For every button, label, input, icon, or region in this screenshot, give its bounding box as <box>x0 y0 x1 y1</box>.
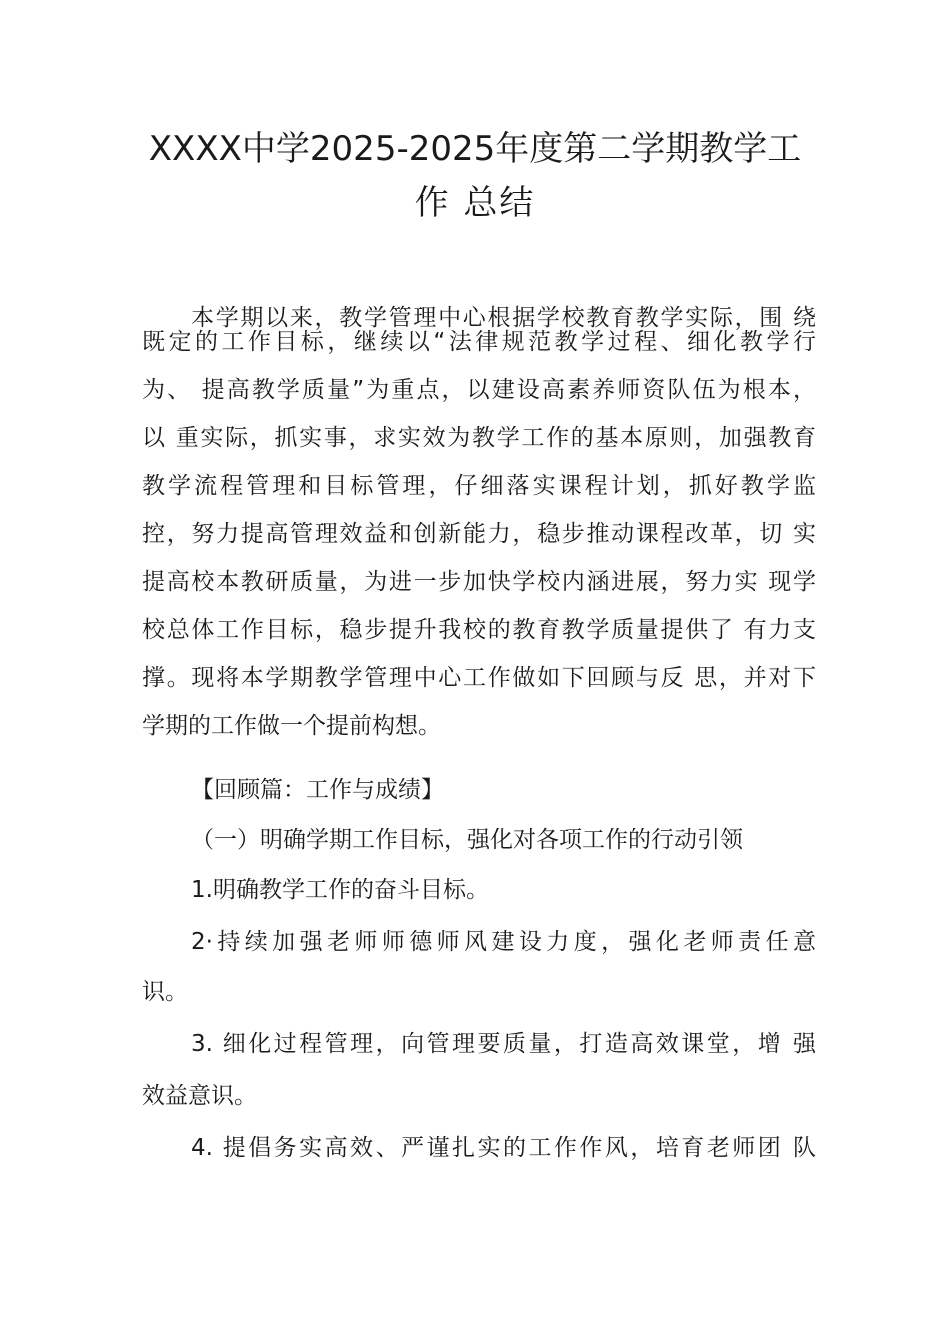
item-2-line-1: 2·持续加强老师师德师风建设力度，强化老师责任意 <box>191 929 816 955</box>
section-heading: 【回顾篇：工作与成绩】 <box>191 777 444 803</box>
item-3-line-1: 3. 细化过程管理，向管理要质量，打造高效课堂，增 强 <box>191 1031 816 1057</box>
intro-line-8: 校总体工作目标，稳步提升我校的教育教学质量提供了 有力支 <box>142 617 816 643</box>
item-1: 1.明确教学工作的奋斗目标。 <box>191 877 489 903</box>
item-3-line-2: 效益意识。 <box>142 1083 257 1109</box>
item-4-line-1: 4. 提倡务实高效、严谨扎实的工作作风，培育老师团 队 <box>191 1135 816 1161</box>
intro-line-4: 以 重实际，抓实事，求实效为教学工作的基本原则，加强教育 <box>142 425 816 451</box>
intro-line-3: 为、 提高教学质量”为重点，以建设高素养师资队伍为根本， <box>142 377 816 403</box>
intro-line-6: 控，努力提高管理效益和创新能力，稳步推动课程改革，切 实 <box>142 521 816 547</box>
intro-line-1: 本学期以来，教学管理中心根据学校教育教学实际，围 绕 <box>191 305 816 331</box>
subsection-heading: （一）明确学期工作目标，强化对各项工作的行动引领 <box>191 827 743 853</box>
intro-line-9: 撑。现将本学期教学管理中心工作做如下回顾与反 思，并对下 <box>142 665 816 691</box>
document-title-line-1: XXXX中学2025-2025年度第二学期教学工 <box>148 129 802 169</box>
intro-line-7: 提高校本教研质量，为进一步加快学校内涵进展，努力实 现学 <box>142 569 816 595</box>
intro-line-10: 学期的工作做一个提前构想。 <box>142 713 441 739</box>
item-2-line-2: 识。 <box>142 979 188 1005</box>
intro-line-2: 既定的工作目标，继续以“法律规范教学过程、细化教学行 <box>142 329 816 355</box>
intro-line-5: 教学流程管理和目标管理，仔细落实课程计划，抓好教学监 <box>142 473 816 499</box>
document-title-line-2: 作 总结 <box>414 183 536 223</box>
